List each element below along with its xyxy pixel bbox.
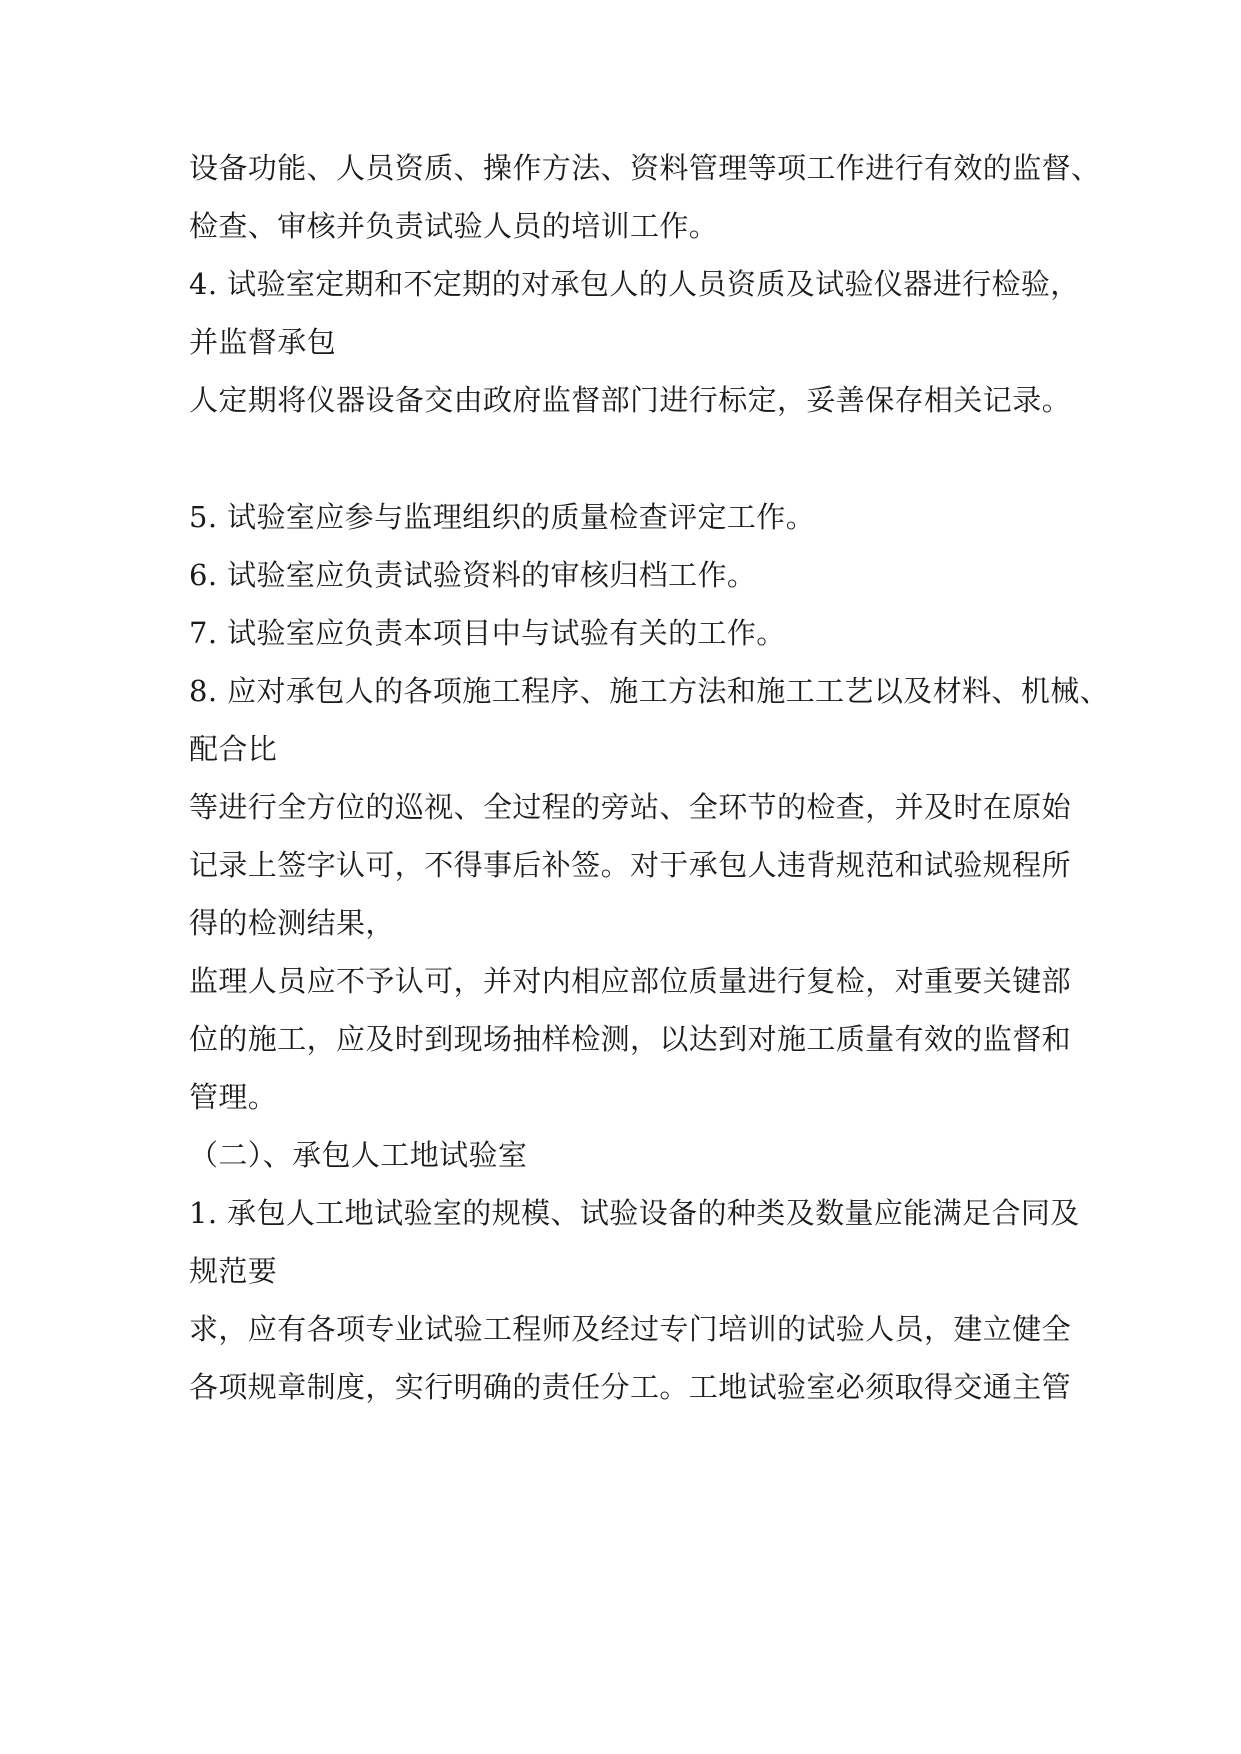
- text-line: 检查、审核并负责试验人员的培训工作。: [189, 209, 719, 243]
- text-line: 得的检测结果，: [189, 906, 395, 940]
- text-line: 1. 承包人工地试验室的规模、试验设备的种类及数量应能满足合同及: [189, 1196, 1080, 1230]
- text-line: 4. 试验室定期和不定期的对承包人的人员资质及试验仪器进行检验，: [189, 267, 1080, 301]
- text-line: 7. 试验室应负责本项目中与试验有关的工作。: [189, 616, 786, 650]
- text-line: 配合比: [189, 732, 278, 766]
- text-line: 求，应有各项专业试验工程师及经过专门培训的试验人员，建立健全: [189, 1312, 1072, 1346]
- text-line: 管理。: [189, 1080, 278, 1114]
- text-line: 5. 试验室应参与监理组织的质量检查评定工作。: [189, 500, 816, 534]
- text-line: 6. 试验室应负责试验资料的审核归档工作。: [189, 558, 757, 592]
- text-line: 人定期将仪器设备交由政府监督部门进行标定，妥善保存相关记录。: [189, 383, 1072, 417]
- text-line: 设备功能、人员资质、操作方法、资料管理等项工作进行有效的监督、: [189, 151, 1101, 185]
- text-line: 等进行全方位的巡视、全过程的旁站、全环节的检查，并及时在原始: [189, 790, 1072, 824]
- text-line: 各项规章制度，实行明确的责任分工。工地试验室必须取得交通主管: [189, 1370, 1072, 1404]
- text-line: 规范要: [189, 1254, 278, 1288]
- text-line: 监理人员应不予认可，并对内相应部位质量进行复检，对重要关键部: [189, 964, 1072, 998]
- text-line: 并监督承包: [189, 325, 337, 359]
- section-heading: （二）、承包人工地试验室: [189, 1138, 528, 1172]
- text-line: 位的施工，应及时到现场抽样检测，以达到对施工质量有效的监督和: [189, 1022, 1072, 1056]
- text-line: 记录上签字认可，不得事后补签。对于承包人违背规范和试验规程所: [189, 848, 1072, 882]
- text-line: 8. 应对承包人的各项施工程序、施工方法和施工工艺以及材料、机械、: [189, 674, 1110, 708]
